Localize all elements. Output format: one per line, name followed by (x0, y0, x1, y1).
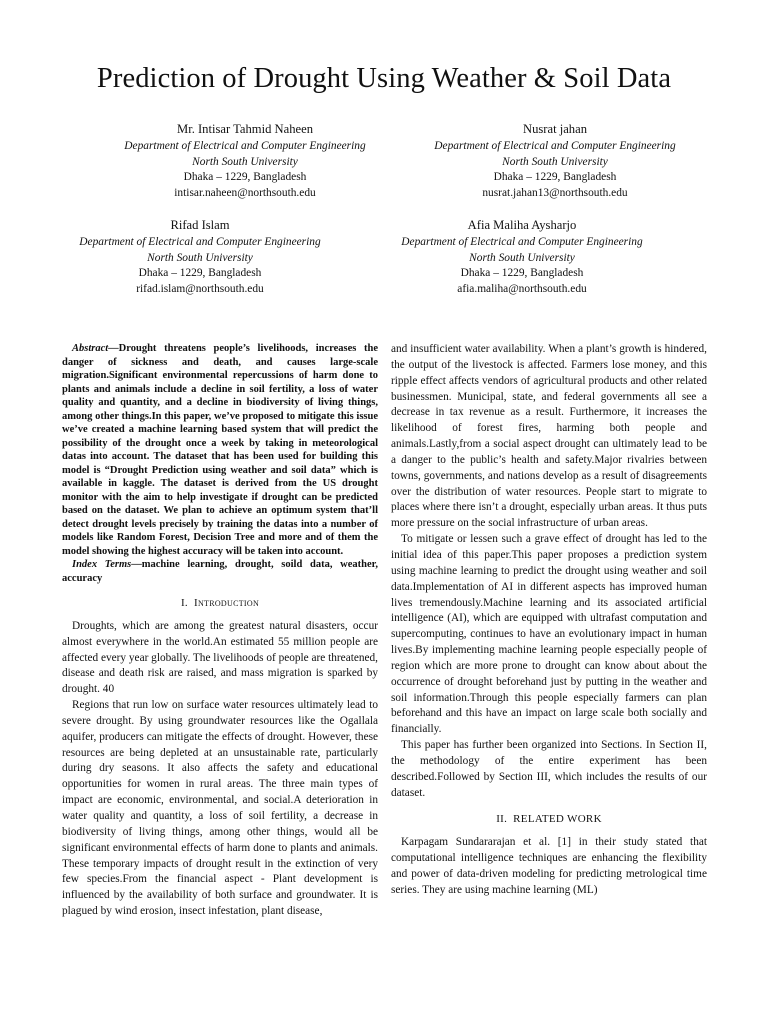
section-heading-introduction: I. Introduction (180, 597, 260, 609)
author-department: Department of Electrical and Computer Engineering (124, 139, 366, 152)
author-city: Dhaka – 1229, Bangladesh (183, 171, 307, 184)
index-terms (62, 558, 378, 585)
abstract-text: —Drought threatens people’s livelihoods, increases the danger of sickness and death, and causes large-scale migration.Significant environmental repercussions of harm done to plants and animals include a decline in soil fertility, a loss of water quality and quantity, and a decline in biodiversity of living things, among other things.In this paper, we’ve proposed to mitigate this issue we’ve created a machine learning based system that will predict the possibility of the drought once a week by taking in meteorological datas into account. The dataset that has been used for building this model is “Drought Prediction using weather and soil data” which is available in kaggle. The dataset is derived from the US drought monitor with the aim to help investigate if drought can be predicted based on the dataset. We plan to achieve an optimum system that’ll detect drought levels precisely by training the datas into a number of models like Random Forest, Decision Tree and more and of them the model showing the highest accuracy will be taken into account. (62, 343, 378, 557)
author-university: North South University (192, 155, 298, 168)
author-city: Dhaka – 1229, Bangladesh (493, 171, 617, 184)
author-name: Afia Maliha Aysharjo (467, 218, 577, 232)
author-name: Mr. Intisar Tahmid Naheen (177, 122, 313, 136)
paragraph: Karpagam Sundararajan et al. [1] in their study stated that computational intelligence techniques are enhancing the flexibility and power of data-driven modeling for predicting metrological time series. They are using machine learning (ML) (391, 836, 707, 896)
paragraph: and insufficient water availability. When a plant’s growth is hindered, the output of the livestock is affected. Farmers lose money, and this ripple effect affects vendors of agricultural products and other related businessmen. Municipal, state, and federal governments all see a decrease in tax revenue as a result. Furthermore, it increases the likelihood of forest fires, harming both people and animals.Lastly,from a social aspect drought can ultimately lead to be a danger to the public’s health and safety.Major rivalries between towns, governments, and nations develop as a result of disagreements over the distribution of water resources. People start to migrate to places where there isn’t a drought, especially urban areas. It thus puts more pressure on the social infrastructure of urban areas. (391, 343, 707, 530)
author-block (342, 218, 702, 298)
author-city: Dhaka – 1229, Bangladesh (460, 267, 584, 280)
abstract (62, 342, 378, 558)
paper-title: Prediction of Drought Using Weather & Soil Data (96, 63, 672, 94)
author-department: Department of Electrical and Computer Engineering (401, 235, 643, 248)
section-heading-related-work: II. RELATED WORK (496, 813, 602, 826)
author-university: North South University (147, 251, 253, 264)
author-university: North South University (502, 155, 608, 168)
author-email: afia.maliha@northsouth.edu (457, 283, 587, 296)
author-city: Dhaka – 1229, Bangladesh (138, 267, 262, 280)
abstract-label: Abstract (72, 343, 109, 354)
paragraph: Droughts, which are among the greatest natural disasters, occur almost everywhere in the world.An estimated 55 million people are affected every year globally. The livelihoods of people are threatened, disease and death risk are raised, and mass migration is sparked by drought. 40 (62, 619, 378, 696)
author-block (20, 218, 380, 298)
author-email: intisar.naheen@northsouth.edu (174, 187, 316, 200)
author-block (375, 122, 735, 202)
author-department: Department of Electrical and Computer Engineering (79, 235, 321, 248)
author-email: rifad.islam@northsouth.edu (136, 283, 264, 296)
author-university: North South University (469, 251, 575, 264)
left-column (62, 342, 378, 920)
author-name: Rifad Islam (170, 218, 230, 232)
paragraph: To mitigate or lessen such a grave effect of drought has led to the initial idea of this paper.This paper proposes a prediction system using machine learning to predict the drought using weather and soil data.Implementation of AI in different aspects has improved human lives tremendously.Machine learning and its associated artificial intelligence (AI), which are equipped with ultrafast computation and supercomputing, continues to have an evolutionary impact in human lives.By implementing machine learning people especially people of region which are more prone to drought can know about about the occurrence of drought beforehand just by putting in the weather and soil information.Through this people especially farmers can plan beforehand and this have an impact on large scale both socially and financially. (391, 533, 707, 736)
right-column (391, 342, 707, 899)
author-department: Department of Electrical and Computer Engineering (434, 139, 676, 152)
paragraph: This paper has further been organized into Sections. In Section II, the methodology of the entire experiment has been described.Followed by Section III, which includes the results of our dataset. (391, 739, 707, 799)
author-block (65, 122, 425, 202)
index-terms-text: —machine learning, drought, soild data, weather, accuracy (62, 559, 378, 584)
paragraph: Regions that run low on surface water resources ultimately lead to severe drought. By using groundwater resources like the Ogallala aquifer, producers can mitigate the effects of drought. However, these resources are being depleted at an unsustainable rate, particularly during dry seasons. It also affects the safety and educational opportunities for women in rural areas. The three main types of impact are economic, environmental, and social.A deterioration in water quality and quantity, a loss of soil fertility, a decrease in biodiversity of living things, among other things, would all be significant environmental effects of harm done to plants and animals. These temporary impacts of drought result in the extinction of very few species.From the financial aspect - Plant development is influenced by the availability of both surface and groundwater. It is plagued by wind erosion, insect infestation, plant disease, (62, 699, 378, 918)
author-name: Nusrat jahan (523, 122, 587, 136)
index-terms-label: Index Terms (72, 559, 132, 570)
author-email: nusrat.jahan13@northsouth.edu (482, 187, 628, 200)
